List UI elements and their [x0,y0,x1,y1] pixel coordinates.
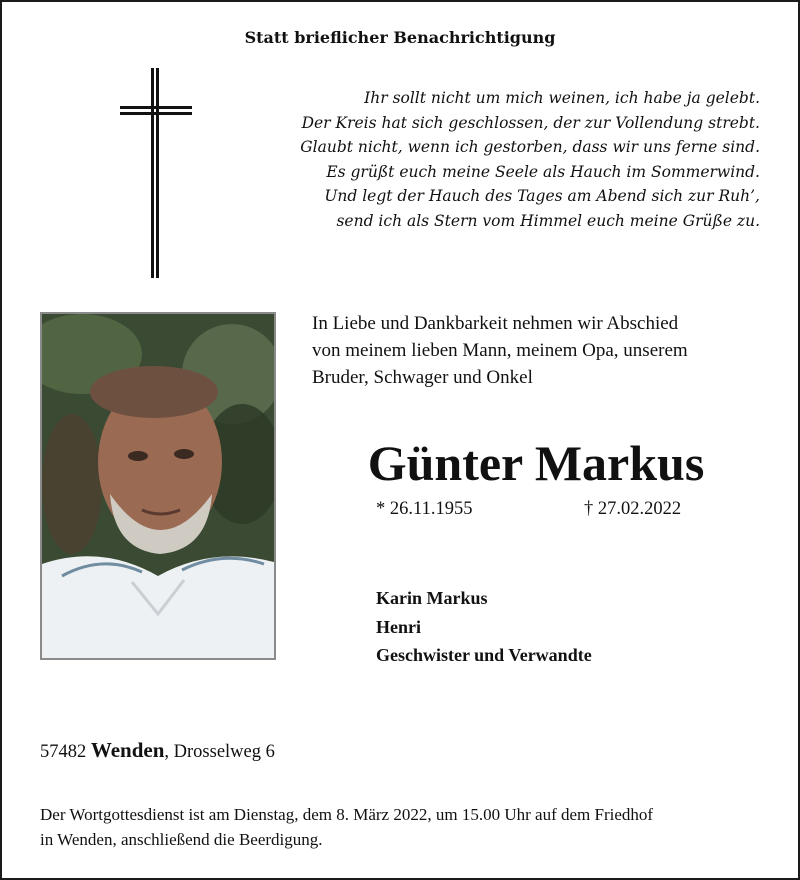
poem-line: Der Kreis hat sich geschlossen, der zur Vollendung strebt. [301,113,760,132]
poem [260,86,760,234]
notice-header: Statt brieflicher Benachrichtigung [244,28,556,47]
address [40,738,275,763]
poem-line: Ihr sollt nicht um mich weinen, ich habe ja gelebt. [364,89,760,107]
address-postcode: 57482 [40,742,87,762]
mourner: Geschwister und Verwandte [376,645,592,665]
cross-icon [118,66,194,280]
service-info [40,802,780,852]
poem-line: Glaubt nicht, wenn ich gestorben, dass wir uns ferne sind. [300,138,760,157]
portrait-photo [40,312,276,660]
intro-line: Bruder, Schwager und Onkel [312,367,533,388]
mourner: Karin Markus [376,588,488,608]
mourner: Henri [376,616,421,637]
death-date: † 27.02.2022 [584,499,682,519]
poem-line: send ich als Stern vom Himmel euch meine Grüße zu. [336,211,760,230]
intro-line: In Liebe und Dankbarkeit nehmen wir Abschied [312,313,679,334]
poem-line: Es grüßt euch meine Seele als Hauch im Sommerwind. [326,162,760,181]
poem-line: Und legt der Hauch des Tages am Abend sich zur Ruh’, [324,187,760,206]
mourners-list [376,584,766,670]
deceased-name: Günter Markus [367,435,705,491]
service-line: in Wenden, anschließend die Beerdigung. [40,830,323,849]
service-line: Der Wortgottesdienst ist am Dienstag, dem 8. März 2022, um 15.00 Uhr auf dem Friedhof [40,805,654,824]
farewell-intro [312,310,772,391]
intro-line: von meinem lieben Mann, meinem Opa, unserem [312,340,688,361]
address-street: , Drosselweg 6 [164,742,275,762]
birth-date: * 26.11.1955 [376,499,473,519]
address-city: Wenden [90,738,165,762]
